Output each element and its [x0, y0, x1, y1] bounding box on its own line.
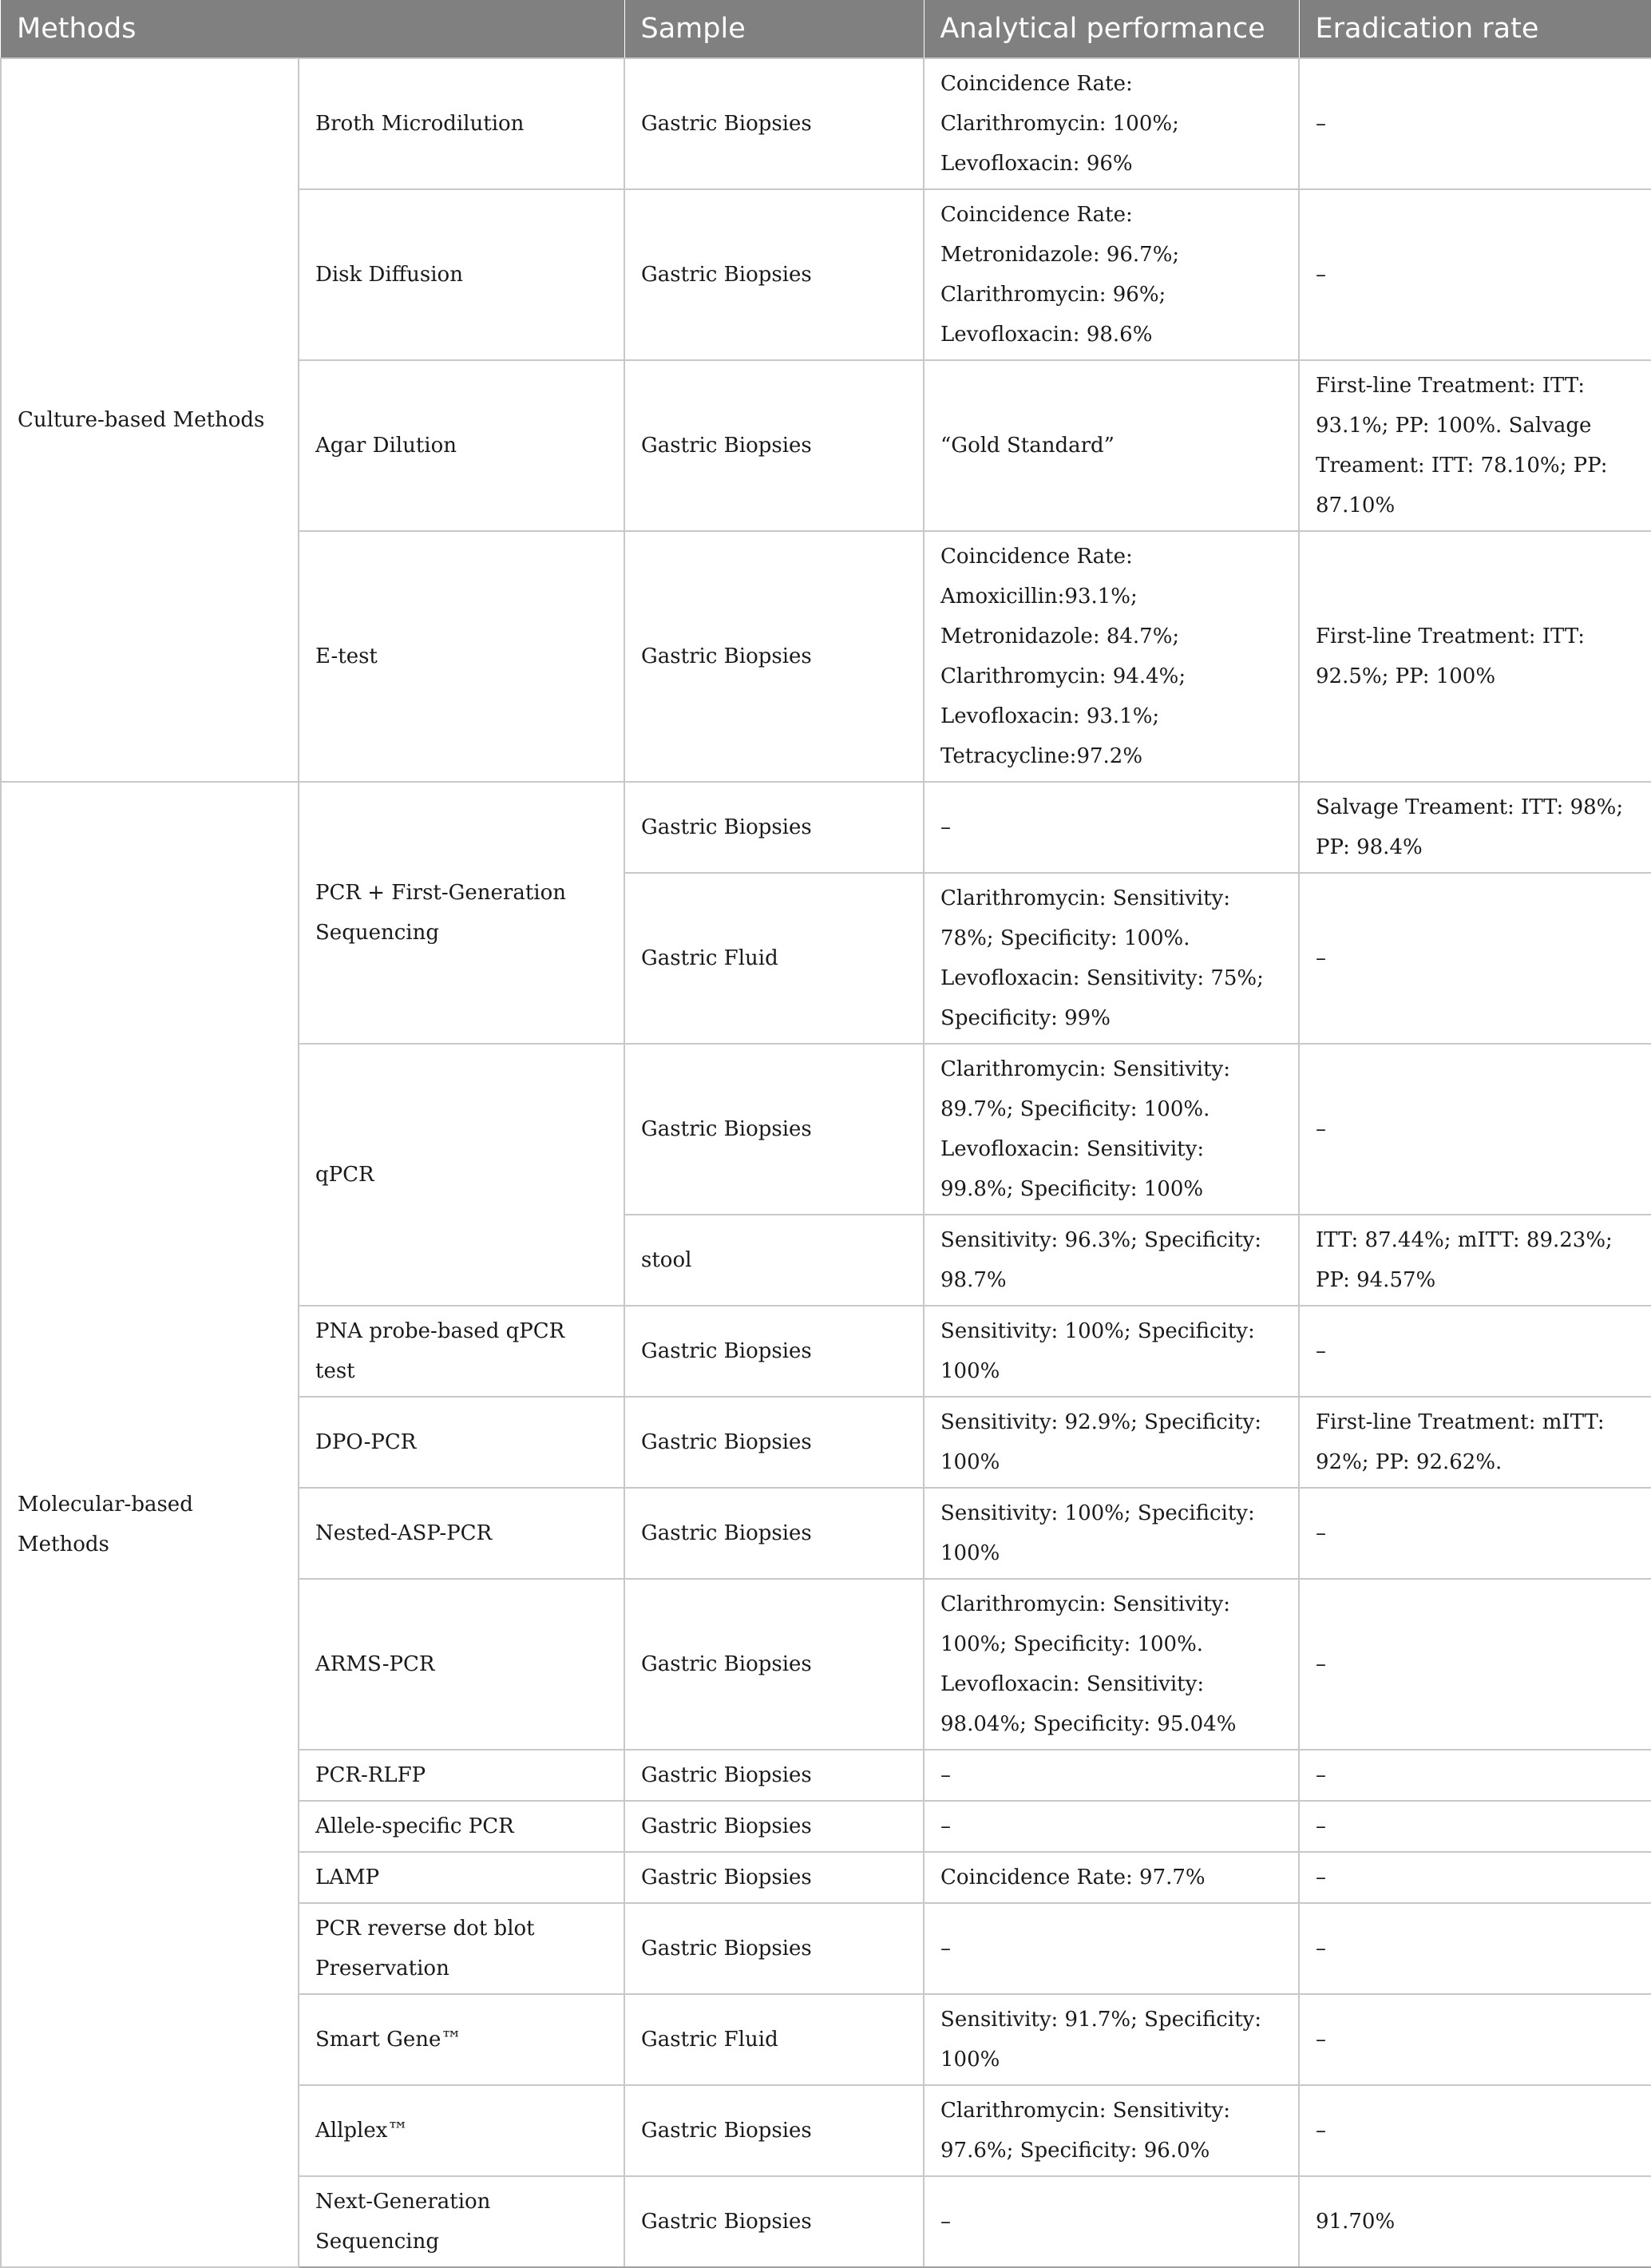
method-cell: PCR reverse dot blot Preservation	[299, 1903, 624, 1994]
method-cell: Allele-specific PCR	[299, 1801, 624, 1852]
sample-cell: Gastric Biopsies	[624, 1488, 924, 1579]
sample-cell: Gastric Fluid	[624, 1994, 924, 2085]
performance-cell: –	[924, 1750, 1299, 1801]
eradication-cell: –	[1299, 2085, 1651, 2176]
performance-cell: Coincidence Rate: Metronidazole: 96.7%; Clarithromycin: 96%; Levofloxacin: 98.6%	[924, 189, 1299, 360]
method-cell: Nested-ASP-PCR	[299, 1488, 624, 1579]
performance-cell: –	[924, 782, 1299, 873]
sample-cell: Gastric Biopsies	[624, 2085, 924, 2176]
eradication-cell: First-line Treatment: mITT: 92%; PP: 92.62%.	[1299, 1397, 1651, 1488]
method-cell: Allplex™	[299, 2085, 624, 2176]
method-cell: DPO-PCR	[299, 1397, 624, 1488]
eradication-cell: ITT: 87.44%; mITT: 89.23%; PP: 94.57%	[1299, 1215, 1651, 1306]
sample-cell: Gastric Fluid	[624, 873, 924, 1044]
performance-cell: Clarithromycin: Sensitivity: 89.7%; Specificity: 100%. Levofloxacin: Sensitivity: 99.8%; Specificity: 100%	[924, 1044, 1299, 1215]
method-cell: LAMP	[299, 1852, 624, 1903]
performance-cell: Clarithromycin: Sensitivity: 100%; Specificity: 100%. Levofloxacin: Sensitivity: 98.04%; Specificity: 95.04%	[924, 1579, 1299, 1750]
group-label-culture: Culture-based Methods	[1, 58, 299, 782]
eradication-cell: –	[1299, 1994, 1651, 2085]
group-label-molecular: Molecular-based Methods	[1, 782, 299, 2267]
method-cell: Next-Generation Sequencing	[299, 2176, 624, 2267]
performance-cell: Coincidence Rate: Clarithromycin: 100%; Levofloxacin: 96%	[924, 58, 1299, 189]
performance-cell: Clarithromycin: Sensitivity: 97.6%; Specificity: 96.0%	[924, 2085, 1299, 2176]
header-row	[1, 0, 1651, 58]
sample-cell: Gastric Biopsies	[624, 1044, 924, 1215]
sample-cell: Gastric Biopsies	[624, 189, 924, 360]
eradication-cell: –	[1299, 189, 1651, 360]
sample-cell: Gastric Biopsies	[624, 1397, 924, 1488]
header-methods: Methods	[1, 0, 624, 58]
eradication-cell: First-line Treatment: ITT: 93.1%; PP: 100%. Salvage Treament: ITT: 78.10%; PP: 87.10%	[1299, 360, 1651, 531]
eradication-cell: –	[1299, 1852, 1651, 1903]
method-cell: ARMS-PCR	[299, 1579, 624, 1750]
performance-cell: Sensitivity: 100%; Specificity: 100%	[924, 1488, 1299, 1579]
table-header	[1, 0, 1651, 58]
eradication-cell: –	[1299, 873, 1651, 1044]
sample-cell: Gastric Biopsies	[624, 1579, 924, 1750]
performance-cell: Sensitivity: 92.9%; Specificity: 100%	[924, 1397, 1299, 1488]
table-row	[1, 782, 1651, 873]
eradication-cell: –	[1299, 1903, 1651, 1994]
header-sample: Sample	[624, 0, 924, 58]
eradication-cell: –	[1299, 1579, 1651, 1750]
sample-cell: Gastric Biopsies	[624, 58, 924, 189]
method-cell: Smart Gene™	[299, 1994, 624, 2085]
method-cell: E-test	[299, 531, 624, 782]
sample-cell: Gastric Biopsies	[624, 1852, 924, 1903]
sample-cell: Gastric Biopsies	[624, 1750, 924, 1801]
table-body	[1, 58, 1651, 2267]
eradication-cell: –	[1299, 1801, 1651, 1852]
sample-cell: stool	[624, 1215, 924, 1306]
method-cell: PCR + First-Generation Sequencing	[299, 782, 624, 1044]
method-cell: Agar Dilution	[299, 360, 624, 531]
sample-cell: Gastric Biopsies	[624, 360, 924, 531]
eradication-cell: –	[1299, 1044, 1651, 1215]
sample-cell: Gastric Biopsies	[624, 1903, 924, 1994]
sample-cell: Gastric Biopsies	[624, 531, 924, 782]
performance-cell: Sensitivity: 91.7%; Specificity: 100%	[924, 1994, 1299, 2085]
method-cell: Broth Microdilution	[299, 58, 624, 189]
method-cell: PCR-RLFP	[299, 1750, 624, 1801]
method-cell: PNA probe-based qPCR test	[299, 1306, 624, 1397]
performance-cell: “Gold Standard”	[924, 360, 1299, 531]
eradication-cell: –	[1299, 1488, 1651, 1579]
table-row	[1, 58, 1651, 189]
performance-cell: Coincidence Rate: 97.7%	[924, 1852, 1299, 1903]
sample-cell: Gastric Biopsies	[624, 1801, 924, 1852]
sample-cell: Gastric Biopsies	[624, 782, 924, 873]
method-cell: qPCR	[299, 1044, 624, 1306]
performance-cell: –	[924, 1801, 1299, 1852]
performance-cell: –	[924, 2176, 1299, 2267]
eradication-cell: First-line Treatment: ITT: 92.5%; PP: 100%	[1299, 531, 1651, 782]
sample-cell: Gastric Biopsies	[624, 1306, 924, 1397]
performance-cell: –	[924, 1903, 1299, 1994]
header-eradication-rate: Eradication rate	[1299, 0, 1651, 58]
eradication-cell: –	[1299, 1750, 1651, 1801]
eradication-cell: 91.70%	[1299, 2176, 1651, 2267]
performance-cell: Sensitivity: 100%; Specificity: 100%	[924, 1306, 1299, 1397]
header-analytical-performance: Analytical performance	[924, 0, 1299, 58]
performance-cell: Coincidence Rate: Amoxicillin:93.1%; Metronidazole: 84.7%; Clarithromycin: 94.4%; Levofloxacin: 93.1%; Tetracycline:97.2%	[924, 531, 1299, 782]
eradication-cell: Salvage Treament: ITT: 98%; PP: 98.4%	[1299, 782, 1651, 873]
eradication-cell: –	[1299, 1306, 1651, 1397]
performance-cell: Clarithromycin: Sensitivity: 78%; Specificity: 100%. Levofloxacin: Sensitivity: 75%; Specificity: 99%	[924, 873, 1299, 1044]
method-cell: Disk Diffusion	[299, 189, 624, 360]
performance-cell: Sensitivity: 96.3%; Specificity: 98.7%	[924, 1215, 1299, 1306]
eradication-cell: –	[1299, 58, 1651, 189]
sample-cell: Gastric Biopsies	[624, 2176, 924, 2267]
